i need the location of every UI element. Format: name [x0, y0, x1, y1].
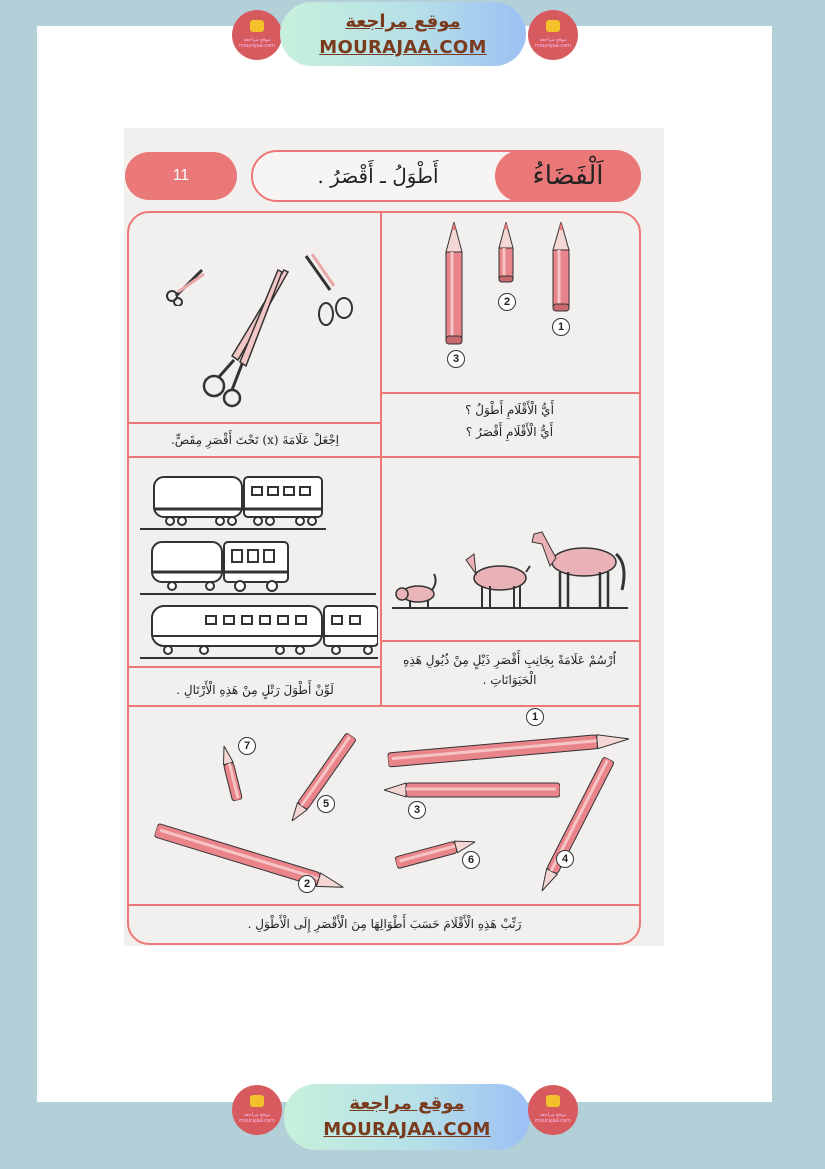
label-3: 3 — [408, 801, 426, 819]
divider — [380, 392, 639, 394]
site-logo-left — [232, 10, 282, 60]
scissors-medium — [300, 252, 360, 336]
question-shortest: أَيُّ الْأَقْلَامِ أَقْصَرُ ؟ — [465, 425, 554, 439]
book-icon — [546, 20, 560, 32]
section-title: اَلْفَضَاءُ — [495, 150, 641, 202]
label-2: 2 — [498, 293, 516, 311]
divider — [129, 422, 380, 424]
label-1: 1 — [526, 708, 544, 726]
question-longest: أَيُّ الْأَقْلَامِ أَطْوَلُ ؟ — [465, 403, 554, 417]
worksheet-page — [124, 128, 664, 946]
pencil-vertical-2 — [498, 222, 514, 288]
train-long — [140, 598, 378, 666]
site-banner-bottom[interactable] — [230, 1080, 590, 1155]
site-banner-top[interactable] — [230, 0, 590, 75]
pencil-vertical-3 — [444, 222, 464, 350]
divider — [380, 213, 382, 705]
site-logo-left — [232, 1085, 282, 1135]
instruction-animals: اُرْسُمْ عَلَامَةً بِجَانِبِ أَقْصَرِ ذَيْلٍ مِنْ ذُيُولِ هَذِهِ الْحَيَوَانَاتِ . — [403, 653, 616, 687]
divider — [380, 640, 639, 642]
logo-caption: موقع مراجعة mourajaa.com — [238, 1112, 275, 1124]
site-domain[interactable]: MOURAJAA.COM — [319, 37, 487, 58]
pencil-vertical-1 — [552, 222, 570, 318]
dog — [396, 574, 436, 608]
label-5: 5 — [317, 795, 335, 813]
logo-caption: موقع مراجعة mourajaa.com — [238, 37, 275, 49]
goat — [466, 554, 530, 608]
site-name-pill[interactable] — [284, 1084, 530, 1150]
site-logo-right — [528, 1085, 578, 1135]
site-name-pill[interactable] — [280, 2, 526, 66]
divider — [129, 666, 380, 668]
animals-dog-goat-horse — [392, 518, 628, 618]
pencil-3 — [384, 782, 560, 798]
label-2: 2 — [298, 875, 316, 893]
divider — [129, 904, 639, 906]
instruction-scissors: اِجْعَلْ عَلَامَةَ (x) تَحْتَ أَقْصَرِ مِقَصٍّ. — [170, 433, 339, 447]
divider — [129, 705, 639, 707]
lesson-header — [251, 150, 641, 202]
book-icon — [546, 1095, 560, 1107]
train-short — [140, 538, 376, 602]
instruction-sort-pencils: رَتِّبْ هَذِهِ الْأَقْلَامَ حَسَبَ أَطْوَالِهَا مِنَ الْأَقْصَرِ إِلَى الْأَطْوَلِ . — [247, 917, 522, 931]
instruction-trains: لَوِّنْ أَطْوَلَ رَتْلٍ مِنْ هَذِهِ الْأَرْتَالِ . — [176, 683, 334, 697]
site-logo-right — [528, 10, 578, 60]
site-domain[interactable]: MOURAJAA.COM — [323, 1119, 491, 1140]
scissors-large — [194, 268, 294, 412]
label-4: 4 — [556, 850, 574, 868]
train-medium — [140, 473, 326, 537]
site-name-arabic: موقع مراجعة — [349, 1093, 465, 1114]
horse — [532, 532, 624, 608]
logo-caption: موقع مراجعة mourajaa.com — [534, 37, 571, 49]
site-name-arabic: موقع مراجعة — [345, 11, 461, 32]
book-icon — [250, 20, 264, 32]
label-6: 6 — [462, 851, 480, 869]
page-number: 11 — [125, 152, 237, 200]
lesson-title: أَطْوَلُ ـ أَقْصَرُ . — [317, 164, 439, 188]
label-1: 1 — [552, 318, 570, 336]
label-7: 7 — [238, 737, 256, 755]
label-3: 3 — [447, 350, 465, 368]
divider — [129, 456, 639, 458]
logo-caption: موقع مراجعة mourajaa.com — [534, 1112, 571, 1124]
book-icon — [250, 1095, 264, 1107]
